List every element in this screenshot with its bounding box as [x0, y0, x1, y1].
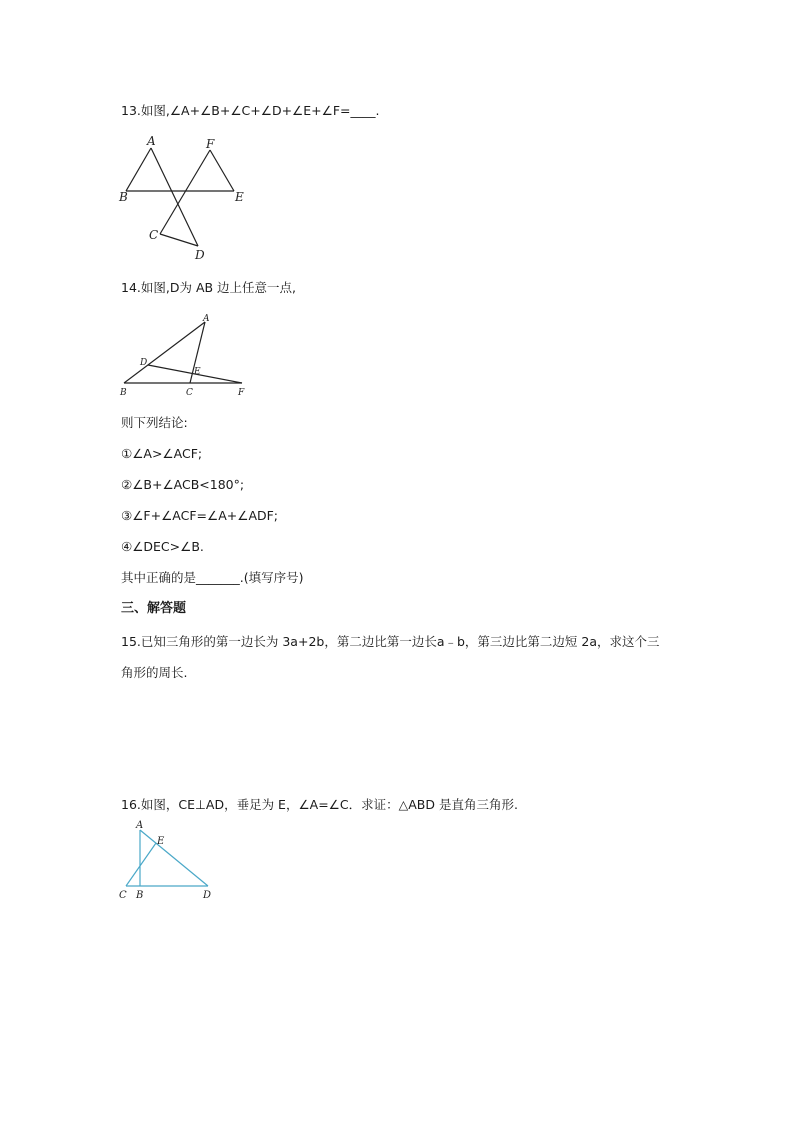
q16-label-d: D [203, 890, 212, 901]
q14-label-b: B [120, 388, 127, 398]
q16-label-a: A [136, 820, 144, 831]
q16-label-b: B [136, 890, 144, 901]
q14-label-d: D [140, 358, 148, 368]
q14-lead: 则下列结论: [121, 415, 188, 430]
q13-label-a: A [147, 134, 156, 148]
q16-text: 16.如图，CE⊥AD，垂足为 E，∠A=∠C．求证：△ABD 是直角三角形. [121, 797, 518, 812]
q13-label-d: D [195, 248, 205, 262]
q14-label-e: E [194, 367, 201, 377]
q13-figure [118, 133, 248, 263]
q14-item-1: ①∠A>∠ACF; [121, 446, 203, 461]
q15-line-2: 角形的周长. [121, 665, 188, 680]
q13-label-f: F [206, 137, 215, 151]
q13-label-c: C [149, 228, 159, 242]
q14-label-f: F [238, 388, 245, 398]
q14-label-c: C [186, 388, 193, 398]
q16-label-c: C [119, 890, 127, 901]
q14-text: 14.如图,D为 AB 边上任意一点, [121, 280, 297, 295]
q14-label-a: A [203, 314, 210, 324]
q14-figure [118, 312, 250, 400]
q13-label-e: E [235, 190, 244, 204]
q14-item-4: ④∠DEC>∠B. [121, 539, 204, 554]
q14-item-2: ②∠B+∠ACB<180°; [121, 477, 245, 492]
q14-item-3: ③∠F+∠ACF=∠A+∠ADF; [121, 508, 279, 523]
q13-label-b: B [119, 190, 128, 204]
q16-label-e: E [157, 836, 165, 847]
q16-figure [118, 818, 218, 902]
section-title: 三、解答题 [121, 601, 187, 616]
q14-answer: 其中正确的是_______.(填写序号) [121, 570, 304, 585]
q15-line-1: 15.已知三角形的第一边长为 3a+2b，第二边比第一边长a﹣b，第三边比第二边短 2a，求这个三 [121, 634, 660, 649]
q13-text: 13.如图,∠A+∠B+∠C+∠D+∠E+∠F=____. [121, 103, 380, 118]
